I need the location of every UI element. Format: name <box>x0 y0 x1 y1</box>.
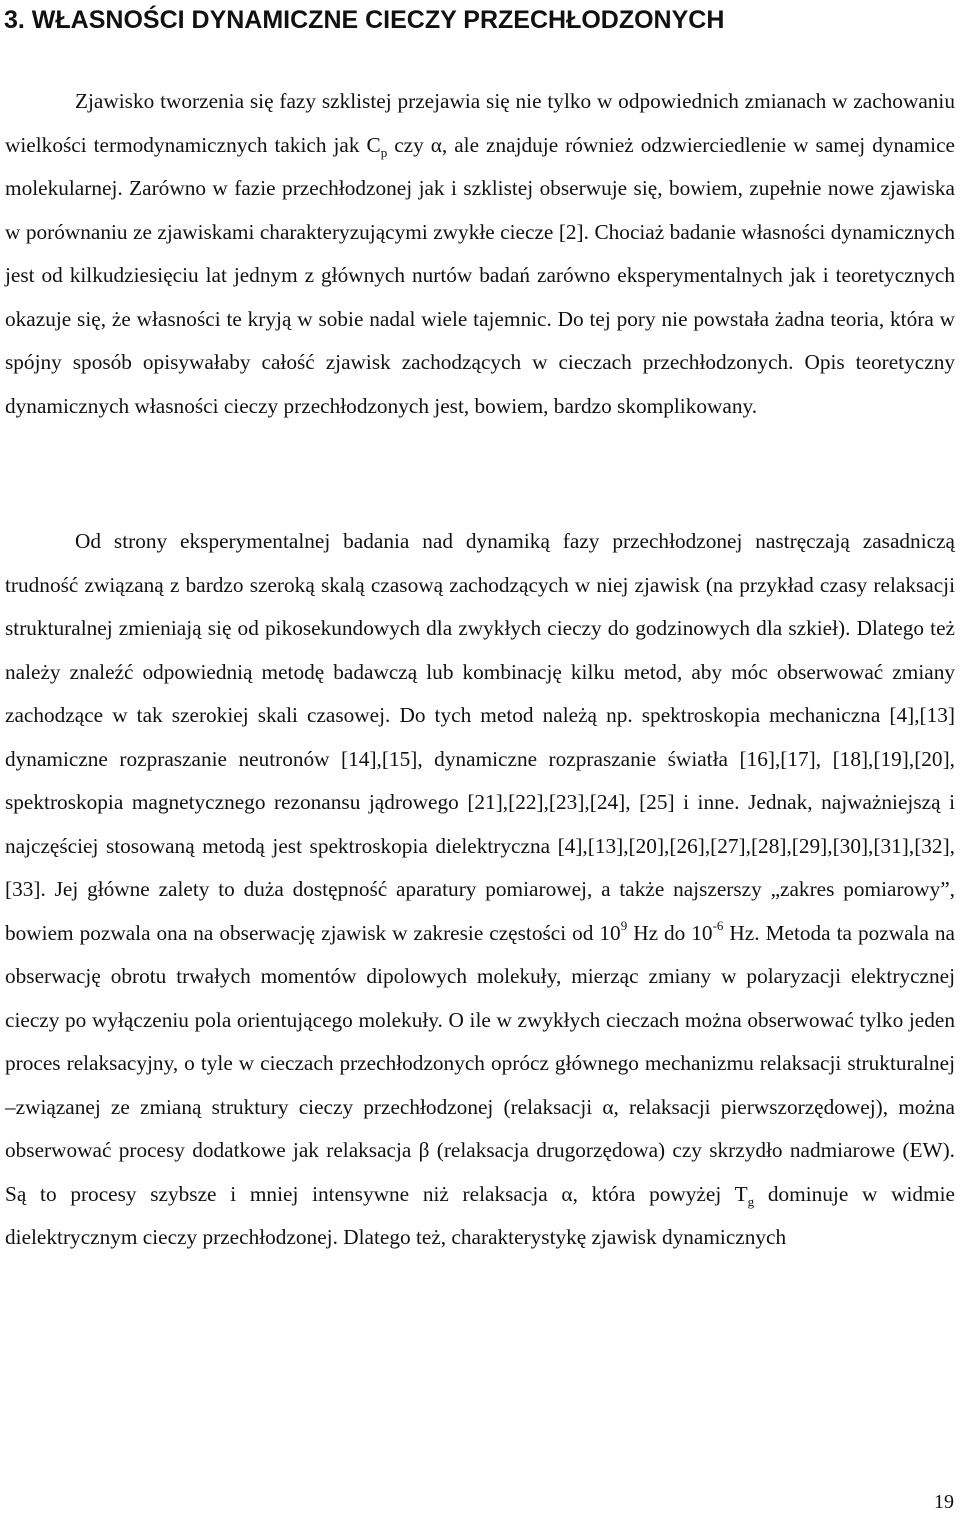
subscript-g: g <box>747 1193 755 1209</box>
paragraph-1-text-a: Zjawisko tworzenia się fazy szklistej przejawia się nie tylko w odpowiednich zmianach w zachowaniu wielkości termodynamicznych takich jak C <box>5 89 955 157</box>
paragraph-2-text-b: Hz do 10 <box>627 920 713 945</box>
section-heading: 3. WŁASNOŚCI DYNAMICZNE CIECZY PRZECHŁODZONYCH <box>4 6 725 34</box>
superscript-9: 9 <box>620 917 628 933</box>
paragraph-2-text-c: Hz. Metoda ta pozwala na obserwację obrotu trwałych momentów dipolowych molekuły, mierząc zmiany w polaryzacji elektrycznej cieczy po wyłączeniu pola orientującego molekuły. O ile w zwykłych cieczach można obserwować tylko jeden proces relaksacyjny, o tyle w cieczach przechłodzonych oprócz głównego mechanizmu relaksacji strukturalnej –związanej ze zmianą struktury cieczy przechłodzonej (relaksacji α, relaksacji pierwszorzędowej), można obserwować procesy dodatkowe jak relaksacja β (relaksacja drugorzędowa) czy skrzydło nadmiarowe (EW). Są to procesy szybsze i mniej intensywne niż relaksacja α, która powyżej T <box>5 920 955 1206</box>
paragraph-2-text-d: dominuje w widmie dielektrycznym cieczy przechłodzonej. Dlatego też, charakterystykę zjawisk dynamicznych <box>5 1181 955 1249</box>
page-number: 19 <box>934 1491 954 1513</box>
subscript-p: p <box>380 144 388 160</box>
paragraph-2-text-a: Od strony eksperymentalnej badania nad dynamiką fazy przechłodzonej nastręczają zasadniczą trudność związaną z bardzo szeroką skalą czasową zachodzących w niej zjawisk (na przykład czasy relaksacji strukturalnej zmieniają się od pikosekundowych dla zwykłych cieczy do godzinowych dla szkieł). Dlatego też należy znaleźć odpowiednią metodę badawczą lub kombinację kilku metod, aby móc obserwować zmiany zachodzące w tak szerokiej skali czasowej. Do tych metod należą np. spektroskopia mechaniczna [4],[13] dynamiczne rozpraszanie neutronów [14],[15], dynamiczne rozpraszanie światła [16],[17], [18],[19],[20], spektroskopia magnetycznego rezonansu jądrowego [21],[22],[23],[24], [25] i inne. Jednak, najważniejszą i najczęściej stosowaną metodą jest spektroskopia dielektryczna [4],[13],[20],[26],[27],[28],[29],[30],[31],[32],[33]. Jej główne zalety to duża dostępność aparatury pomiarowej, a także najszerszy „zakres pomiarowy”, bowiem pozwala ona na obserwację zjawisk w zakresie częstości od 10 <box>5 529 955 945</box>
paragraph-2 <box>5 520 955 1260</box>
superscript-minus-6: -6 <box>712 917 724 933</box>
paragraph-1 <box>5 80 955 428</box>
paragraph-1-text-b: czy α, ale znajduje również odzwierciedlenie w samej dynamice molekularnej. Zarówno w fazie przechłodzonej jak i szklistej obserwuje się, bowiem, zupełnie nowe zjawiska w porównaniu ze zjawiskami charakteryzującymi zwykłe ciecze [2]. Chociaż badanie własności dynamicznych jest od kilkudziesięciu lat jednym z głównych nurtów badań zarówno eksperymentalnych jak i teoretycznych okazuje się, że własności te kryją w sobie nadal wiele tajemnic. Do tej pory nie powstała żadna teoria, która w spójny sposób opisywałaby całość zjawisk zachodzących w cieczach przechłodzonych. Opis teoretyczny dynamicznych własności cieczy przechłodzonych jest, bowiem, bardzo skomplikowany. <box>5 132 955 418</box>
